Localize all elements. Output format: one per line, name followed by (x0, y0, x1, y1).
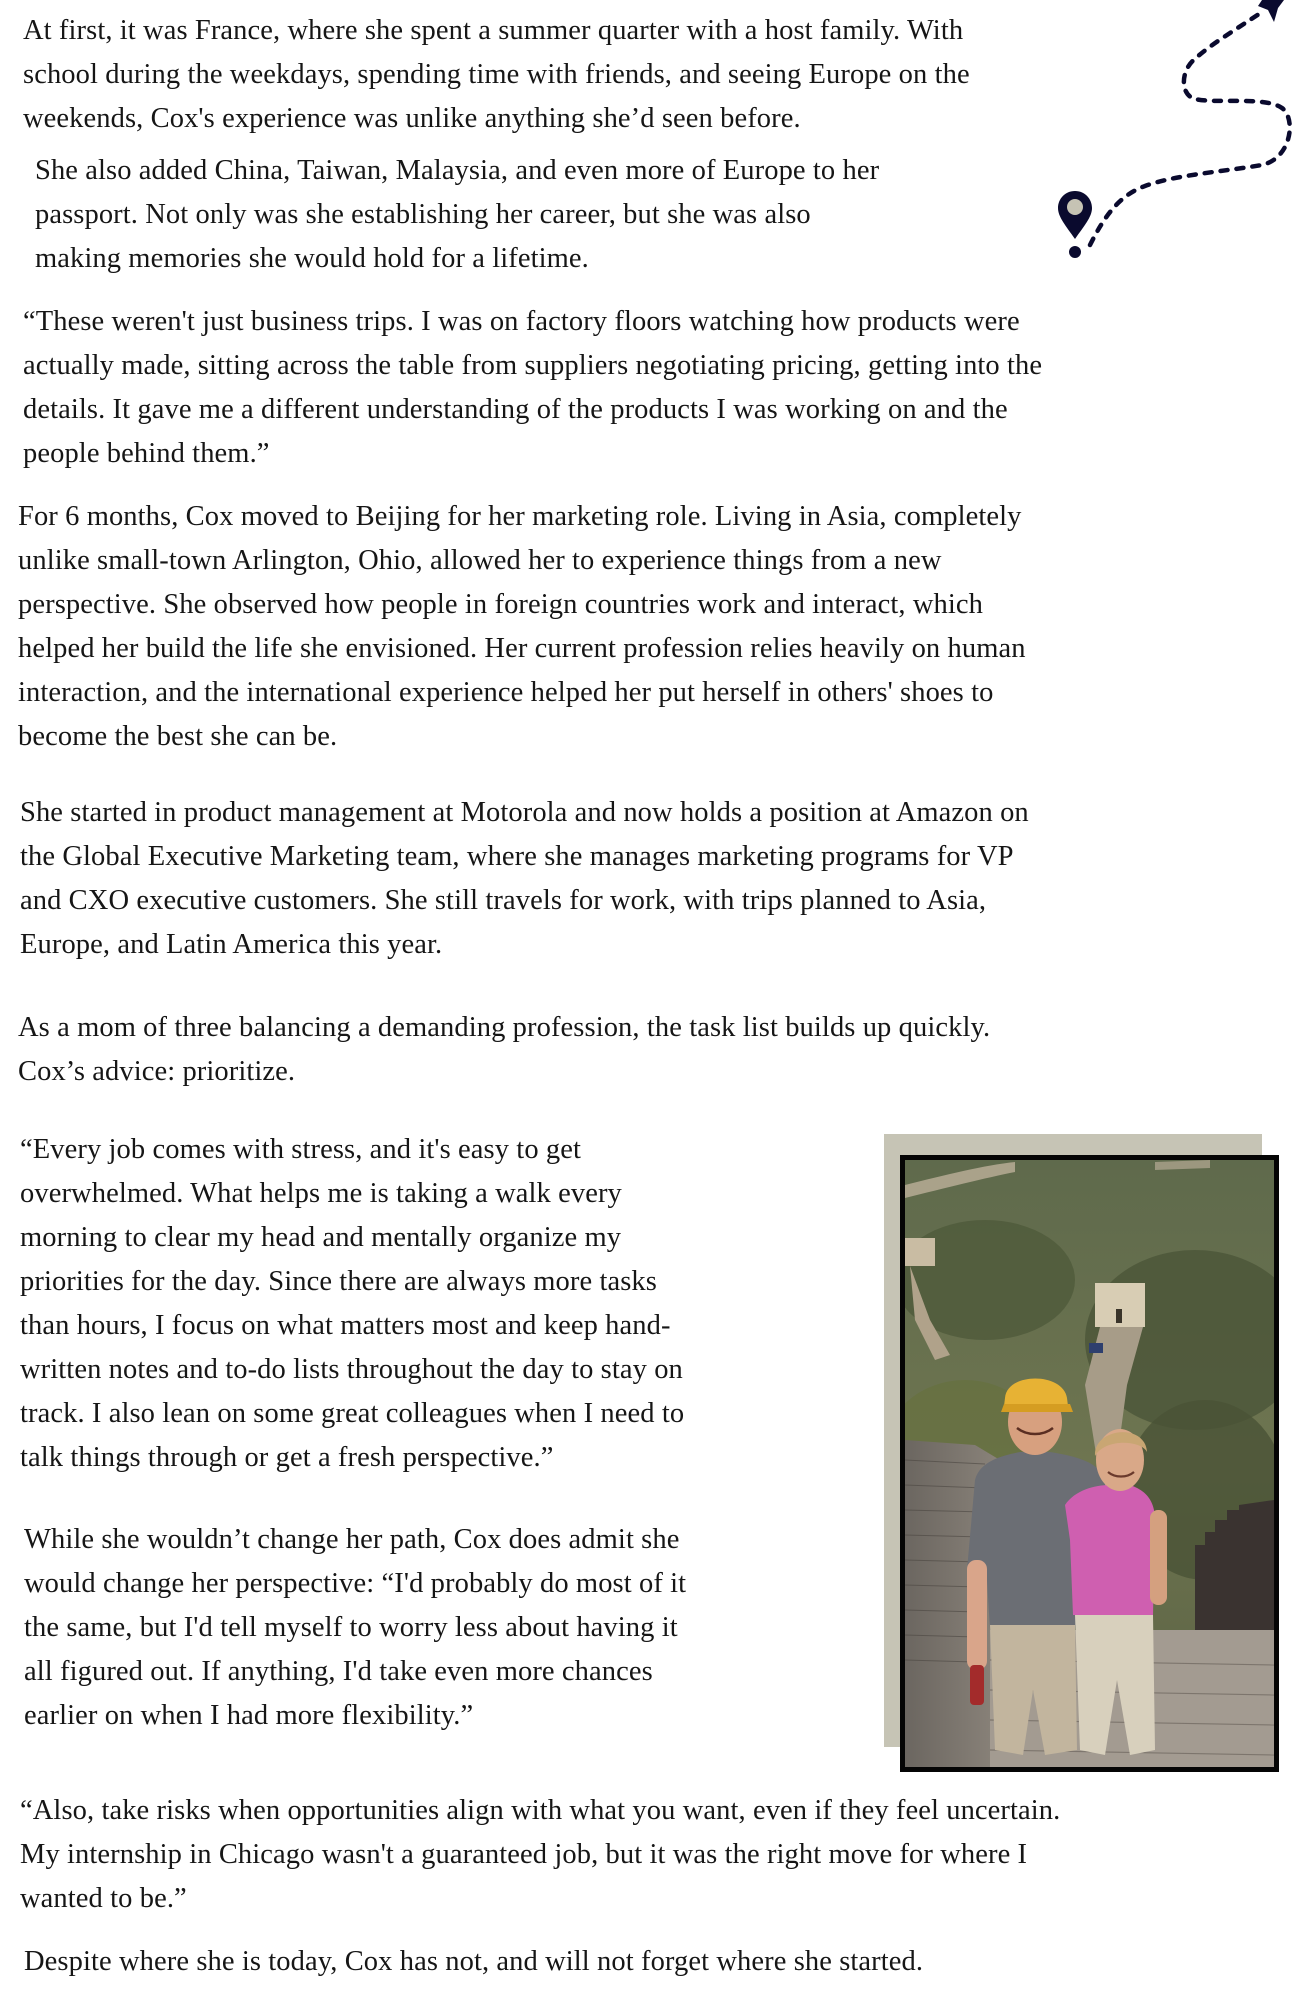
text-line: the Global Executive Marketing team, where she manages marketing programs for VP (20, 841, 1014, 872)
text-line: making memories she would hold for a lifetime. (35, 243, 589, 274)
text-line: “Every job comes with stress, and it's easy to get (20, 1134, 582, 1165)
text-line: She started in product management at Motorola and now holds a position at Amazon on (20, 797, 1029, 828)
quote-business-trips (23, 300, 1042, 476)
airplane-icon (1258, 0, 1284, 22)
text-line: passport. Not only was she establishing her career, but she was also (35, 199, 811, 230)
text-line: interaction, and the international experience helped her put herself in others' shoes to (18, 677, 994, 708)
quote-take-risks (20, 1789, 1060, 1921)
text-line: school during the weekdays, spending time with friends, and seeing Europe on the (23, 59, 970, 90)
text-line: While she wouldn’t change her path, Cox does admit she (24, 1524, 680, 1555)
text-line: Europe, and Latin America this year. (20, 929, 443, 960)
map-pin-icon (1058, 191, 1092, 258)
dashed-flight-route-icon (1030, 0, 1294, 270)
text-line: details. It gave me a different understanding of the products I was working on and the (23, 394, 1008, 425)
text-line: earlier on when I had more flexibility.” (24, 1700, 474, 1731)
text-line: As a mom of three balancing a demanding profession, the task list builds up quickly. (18, 1012, 991, 1043)
text-line: written notes and to-do lists throughout the day to stay on (20, 1354, 683, 1385)
text-line: “These weren't just business trips. I was on factory floors watching how products were (23, 306, 1020, 337)
paragraph-closing (24, 1940, 923, 1984)
text-line: and CXO executive customers. She still travels for work, with trips planned to Asia, (20, 885, 987, 916)
route-path (1090, 12, 1290, 245)
photo-illustration (905, 1160, 1274, 1767)
text-line: At first, it was France, where she spent a summer quarter with a host family. With (23, 15, 964, 46)
text-line: “Also, take risks when opportunities align with what you want, even if they feel uncertain. (20, 1795, 1061, 1826)
text-line: actually made, sitting across the table from suppliers negotiating pricing, getting into the (23, 350, 1043, 381)
text-line: Despite where she is today, Cox has not, and will not forget where she started. (24, 1946, 924, 1977)
text-line: Cox’s advice: prioritize. (18, 1056, 296, 1087)
text-line: weekends, Cox's experience was unlike anything she’d seen before. (23, 103, 801, 134)
text-line: For 6 months, Cox moved to Beijing for her marketing role. Living in Asia, completely (18, 501, 1022, 532)
text-line: people behind them.” (23, 438, 270, 469)
text-line: My internship in Chicago wasn't a guaranteed job, but it was the right move for where I (20, 1839, 1028, 1870)
text-line: wanted to be.” (20, 1883, 187, 1914)
paragraph-passport (35, 149, 879, 281)
text-line: priorities for the day. Since there are always more tasks (20, 1266, 657, 1297)
text-line: morning to clear my head and mentally organize my (20, 1222, 622, 1253)
text-line: than hours, I focus on what matters most and keep hand- (20, 1310, 671, 1341)
text-line: all figured out. If anything, I'd take even more chances (24, 1656, 653, 1687)
paragraph-perspective (24, 1518, 686, 1738)
text-line: overwhelmed. What helps me is taking a walk every (20, 1178, 622, 1209)
photo-great-wall-couple (900, 1155, 1279, 1772)
text-line: unlike small-town Arlington, Ohio, allowed her to experience things from a new (18, 545, 942, 576)
paragraph-beijing (18, 495, 1026, 759)
text-line: helped her build the life she envisioned. Her current profession relies heavily on human (18, 633, 1026, 664)
text-line: track. I also lean on some great colleagues when I need to (20, 1398, 685, 1429)
paragraph-france (23, 9, 970, 141)
quote-stress (20, 1128, 684, 1480)
text-line: would change her perspective: “I'd probably do most of it (24, 1568, 687, 1599)
text-line: the same, but I'd tell myself to worry less about having it (24, 1612, 678, 1643)
text-line: talk things through or get a fresh perspective.” (20, 1442, 554, 1473)
paragraph-prioritize (18, 1006, 990, 1094)
paragraph-career (20, 791, 1029, 967)
text-line: become the best she can be. (18, 721, 338, 752)
text-line: She also added China, Taiwan, Malaysia, and even more of Europe to her (35, 155, 880, 186)
text-line: perspective. She observed how people in foreign countries work and interact, which (18, 589, 984, 620)
